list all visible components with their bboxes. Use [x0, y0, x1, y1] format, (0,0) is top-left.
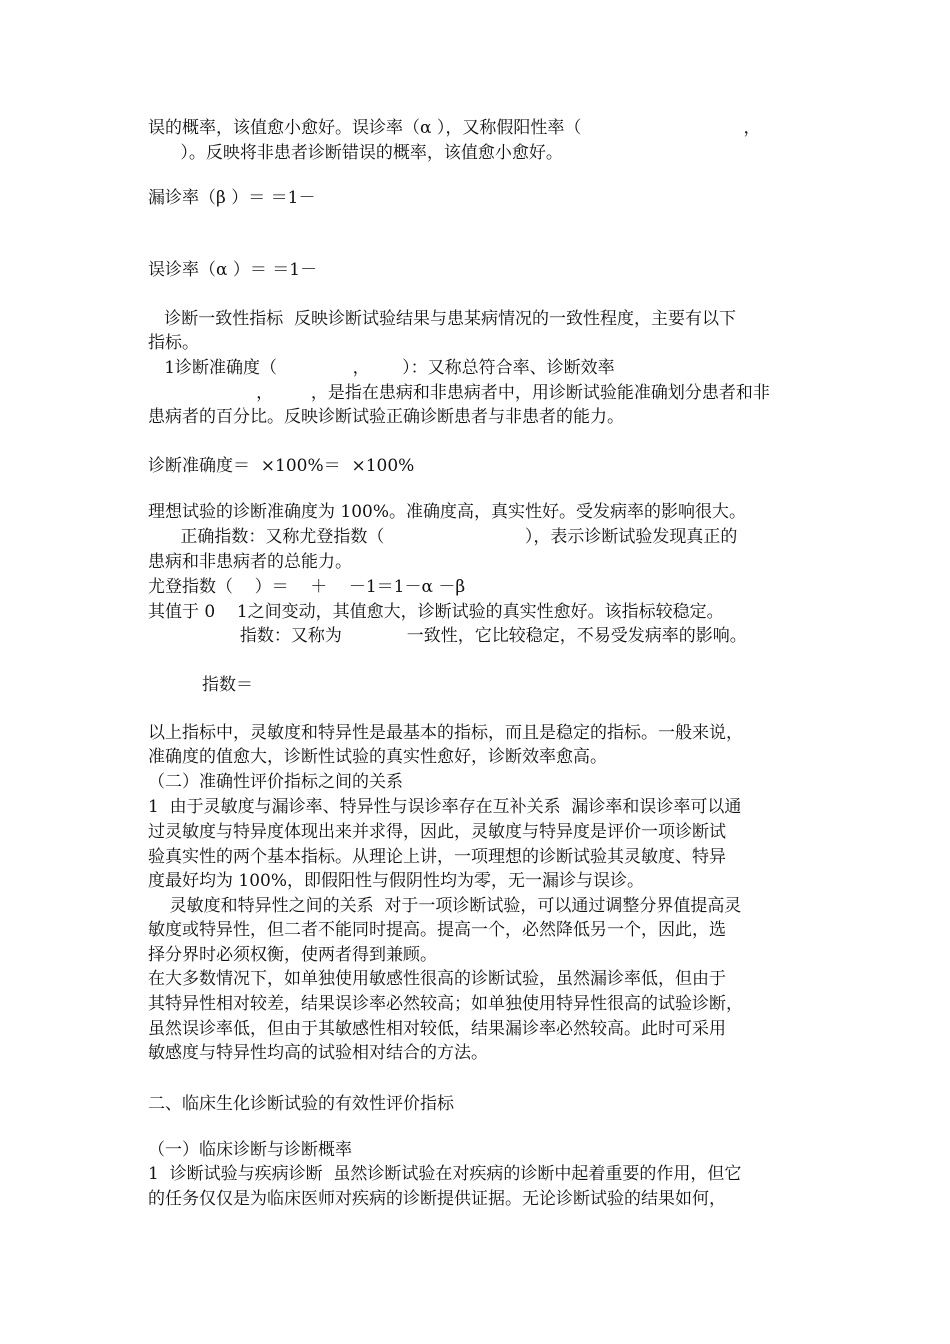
text-line: 验真实性的两个基本指标。从理论上讲，一项理想的诊断试验其灵敏度、特异	[148, 847, 726, 867]
text-line: 指标。	[148, 333, 199, 353]
text-line: 虽然误诊率低，但由于其敏感性相对较低，结果漏诊率必然较高。此时可采用	[148, 1019, 726, 1039]
text-line: 1诊断准确度（ ， ）：又称总符合率、诊断效率	[148, 358, 615, 378]
text-line: 诊断一致性指标 反映诊断试验结果与患某病情况的一致性程度，主要有以下	[148, 309, 737, 329]
text-line: 敏度或特异性，但二者不能同时提高。提高一个，必然降低另一个，因此，选	[148, 920, 726, 940]
text-line: ， ，是指在患病和非患病者中，用诊断试验能准确划分患者和非	[148, 383, 770, 403]
text-line: 尤登指数（ ）＝ ＋ －1＝1－α －β	[148, 577, 466, 597]
text-line: 指数＝	[148, 675, 254, 695]
section-heading: （一）临床诊断与诊断概率	[148, 1140, 352, 1160]
text-line: 患病者的百分比。反映诊断试验正确诊断患者与非患者的能力。	[148, 407, 624, 427]
text-line: 灵敏度和特异性之间的关系 对于一项诊断试验，可以通过调整分界值提高灵	[148, 896, 742, 916]
text-line: 诊断准确度＝ ×100%＝ ×100%	[148, 456, 415, 476]
text-line: 正确指数：又称尤登指数（ ），表示诊断试验发现真正的	[148, 527, 738, 547]
text-line: 1 诊断试验与疾病诊断 虽然诊断试验在对疾病的诊断中起着重要的作用，但它	[148, 1164, 742, 1184]
text-line: 过灵敏度与特异度体现出来并求得，因此，灵敏度与特异度是评价一项诊断试	[148, 822, 726, 842]
text-line: 择分界时必须权衡，使两者得到兼顾。	[148, 945, 437, 965]
text-line: 度最好均为 100%，即假阳性与假阴性均为零，无一漏诊与误诊。	[148, 871, 645, 891]
section-heading: （二）准确性评价指标之间的关系	[148, 772, 403, 792]
text-line: 其值于 0 1之间变动，其值愈大，诊断试验的真实性愈好。该指标较稳定。	[148, 602, 724, 622]
text-line: 其特异性相对较差，结果误诊率必然较高；如单独使用特异性很高的试验诊断，	[148, 994, 743, 1014]
text-line: 准确度的值愈大，诊断性试验的真实性愈好，诊断效率愈高。	[148, 747, 607, 767]
text-line: 患病和非患病者的总能力。	[148, 552, 352, 572]
text-line: 误的概率，该值愈小愈好。误诊率（α ），又称假阳性率（ ，	[148, 118, 761, 138]
text-line: 理想试验的诊断准确度为 100%。准确度高，真实性好。受发病率的影响很大。	[148, 502, 747, 522]
text-line: 在大多数情况下，如单独使用敏感性很高的诊断试验，虽然漏诊率低，但由于	[148, 969, 726, 989]
text-line: 敏感度与特异性均高的试验相对结合的方法。	[148, 1043, 488, 1063]
section-heading: 二、临床生化诊断试验的有效性评价指标	[148, 1094, 454, 1114]
text-line: 1 由于灵敏度与漏诊率、特异性与误诊率存在互补关系 漏诊率和误诊率可以通	[148, 797, 742, 817]
text-line: 指数：又称为 一致性，它比较稳定，不易受发病率的影响。	[148, 626, 747, 646]
text-line: 的任务仅仅是为临床医师对疾病的诊断提供证据。无论诊断试验的结果如何，	[148, 1189, 726, 1209]
text-line: 误诊率（α ）＝ ＝1－	[148, 260, 318, 280]
text-line: ）。反映将非患者诊断错误的概率，该值愈小愈好。	[148, 143, 563, 163]
text-line: 以上指标中，灵敏度和特异性是最基本的指标，而且是稳定的指标。一般来说，	[148, 723, 743, 743]
text-line: 漏诊率（β ）＝ ＝1－	[148, 188, 316, 208]
